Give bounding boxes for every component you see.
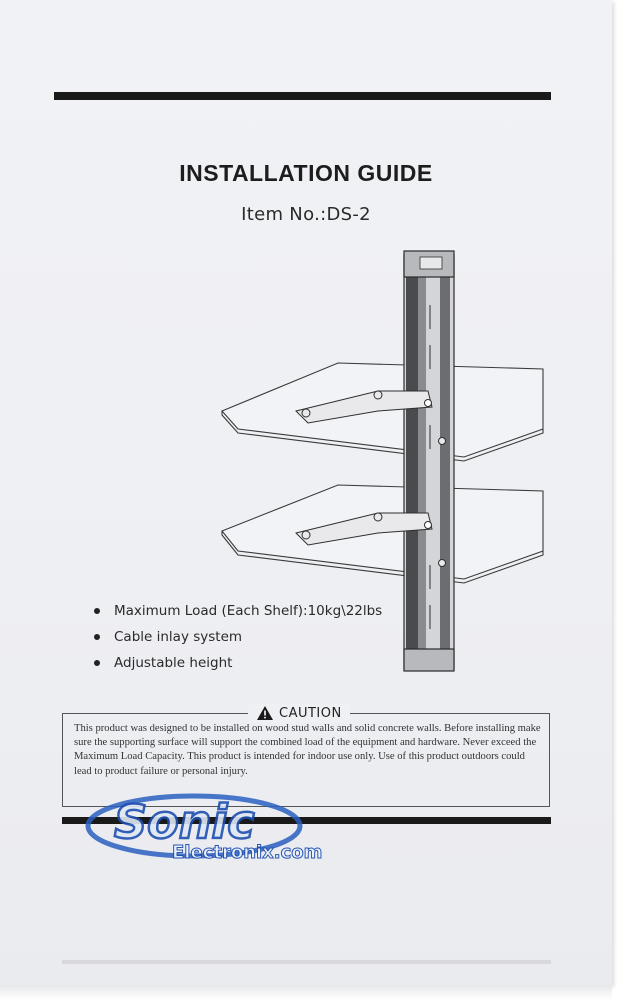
page-edge <box>0 985 612 1000</box>
feature-label: Cable inlay system <box>114 629 243 645</box>
logo-sub: Electronix.com <box>172 842 323 863</box>
bullet-icon <box>94 634 100 640</box>
feature-item <box>94 598 382 624</box>
feature-item <box>94 650 382 676</box>
feature-item <box>94 624 382 650</box>
page-title: INSTALLATION GUIDE <box>179 160 433 186</box>
caution-label: CAUTION <box>279 705 342 721</box>
feature-label: Maximum Load (Each Shelf):10kg\22lbs <box>114 603 383 619</box>
feature-label: Adjustable height <box>114 655 233 671</box>
feature-list <box>94 598 382 676</box>
wall-pole <box>404 251 454 671</box>
footer-rule <box>62 960 551 964</box>
sonic-electronix-logo <box>84 786 364 870</box>
caution-body: This product was designed to be installed on wood stud walls and solid concrete walls. Before installing make sure the supporting surface will support the combined load of the equipment and hardware. Never exceed the Maximum Load Capacity. This product is intended for indoor use only. Use of this product outdoors could lead to product failure or personal injury. <box>74 723 541 777</box>
caution-heading <box>248 703 350 723</box>
bullet-icon <box>94 660 100 666</box>
warning-triangle-icon <box>256 705 274 721</box>
top-rule <box>54 92 551 100</box>
logo-brand: Sonic <box>114 795 255 849</box>
item-number: Item No.:DS-2 <box>241 204 371 225</box>
bullet-icon <box>94 608 100 614</box>
